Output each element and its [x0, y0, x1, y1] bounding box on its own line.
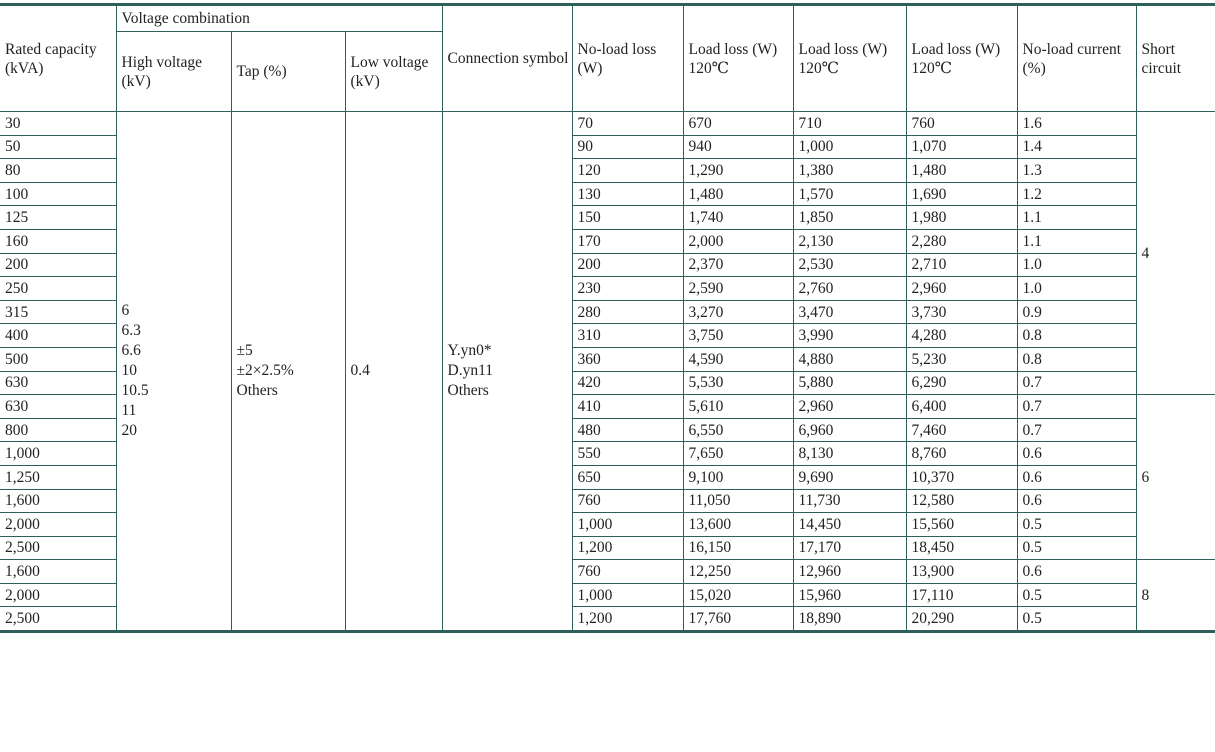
- cell-no-load-loss: 360: [572, 347, 683, 371]
- cell-load-loss-2: 15,960: [793, 583, 906, 607]
- cell-load-loss-1: 12,250: [683, 560, 793, 584]
- cell-load-loss-1: 940: [683, 135, 793, 159]
- cell-load-loss-2: 1,850: [793, 206, 906, 230]
- cell-load-loss-1: 17,760: [683, 607, 793, 632]
- header-no-load-current: No-load current (%): [1017, 5, 1136, 112]
- table-body: [0, 112, 1215, 632]
- cell-load-loss-3: 17,110: [906, 583, 1017, 607]
- cell-rated-capacity: 250: [0, 277, 116, 301]
- header-high-voltage: High voltage (kV): [116, 32, 231, 112]
- cell-rated-capacity: 2,000: [0, 513, 116, 537]
- cell-load-loss-3: 7,460: [906, 418, 1017, 442]
- cell-load-loss-2: 2,760: [793, 277, 906, 301]
- header-load-loss-2: Load loss (W) 120℃: [793, 5, 906, 112]
- cell-load-loss-1: 15,020: [683, 583, 793, 607]
- cell-no-load-current: 0.6: [1017, 489, 1136, 513]
- cell-load-loss-3: 6,400: [906, 395, 1017, 419]
- header-tap: Tap (%): [231, 32, 345, 112]
- cell-no-load-loss: 760: [572, 560, 683, 584]
- cell-load-loss-2: 3,470: [793, 300, 906, 324]
- cell-rated-capacity: 315: [0, 300, 116, 324]
- cell-load-loss-3: 1,480: [906, 159, 1017, 183]
- cell-load-loss-3: 3,730: [906, 300, 1017, 324]
- cell-rated-capacity: 100: [0, 182, 116, 206]
- cell-no-load-current: 1.1: [1017, 229, 1136, 253]
- cell-load-loss-2: 18,890: [793, 607, 906, 632]
- cell-load-loss-1: 5,610: [683, 395, 793, 419]
- cell-load-loss-2: 710: [793, 112, 906, 136]
- table-row: [0, 112, 1215, 136]
- header-low-voltage: Low voltage (kV): [345, 32, 442, 112]
- cell-no-load-loss: 120: [572, 159, 683, 183]
- cell-load-loss-2: 2,960: [793, 395, 906, 419]
- cell-load-loss-2: 12,960: [793, 560, 906, 584]
- cell-rated-capacity: 1,250: [0, 465, 116, 489]
- cell-no-load-loss: 200: [572, 253, 683, 277]
- cell-rated-capacity: 80: [0, 159, 116, 183]
- cell-load-loss-3: 2,280: [906, 229, 1017, 253]
- cell-no-load-loss: 70: [572, 112, 683, 136]
- cell-no-load-loss: 760: [572, 489, 683, 513]
- cell-no-load-loss: 1,000: [572, 583, 683, 607]
- cell-load-loss-3: 2,710: [906, 253, 1017, 277]
- cell-load-loss-3: 15,560: [906, 513, 1017, 537]
- cell-load-loss-2: 2,530: [793, 253, 906, 277]
- cell-load-loss-2: 17,170: [793, 536, 906, 560]
- cell-rated-capacity: 2,500: [0, 536, 116, 560]
- cell-no-load-loss: 1,200: [572, 607, 683, 632]
- cell-no-load-current: 0.5: [1017, 536, 1136, 560]
- cell-load-loss-2: 2,130: [793, 229, 906, 253]
- cell-no-load-current: 1.0: [1017, 277, 1136, 301]
- cell-no-load-current: 1.2: [1017, 182, 1136, 206]
- header-rated-capacity: Rated capacity (kVA): [0, 5, 116, 112]
- cell-load-loss-1: 4,590: [683, 347, 793, 371]
- cell-rated-capacity: 50: [0, 135, 116, 159]
- cell-no-load-current: 0.6: [1017, 560, 1136, 584]
- cell-load-loss-1: 6,550: [683, 418, 793, 442]
- header-connection-symbol: Connection symbol: [442, 5, 572, 112]
- cell-no-load-loss: 310: [572, 324, 683, 348]
- cell-no-load-loss: 170: [572, 229, 683, 253]
- cell-load-loss-1: 1,480: [683, 182, 793, 206]
- cell-load-loss-3: 6,290: [906, 371, 1017, 395]
- cell-load-loss-3: 2,960: [906, 277, 1017, 301]
- cell-rated-capacity: 1,600: [0, 560, 116, 584]
- cell-no-load-loss: 280: [572, 300, 683, 324]
- cell-load-loss-1: 2,000: [683, 229, 793, 253]
- cell-load-loss-1: 1,290: [683, 159, 793, 183]
- cell-high-voltage: 6 6.3 6.6 10 10.5 11 20: [116, 112, 231, 632]
- cell-no-load-current: 0.5: [1017, 583, 1136, 607]
- cell-no-load-current: 1.3: [1017, 159, 1136, 183]
- header-short-circuit: Short circuit: [1136, 5, 1215, 112]
- cell-no-load-current: 0.5: [1017, 607, 1136, 632]
- cell-rated-capacity: 1,600: [0, 489, 116, 513]
- cell-no-load-loss: 90: [572, 135, 683, 159]
- cell-load-loss-1: 9,100: [683, 465, 793, 489]
- cell-tap: ±5 ±2×2.5% Others: [231, 112, 345, 632]
- cell-no-load-loss: 550: [572, 442, 683, 466]
- cell-rated-capacity: 630: [0, 395, 116, 419]
- cell-no-load-loss: 650: [572, 465, 683, 489]
- cell-load-loss-1: 2,370: [683, 253, 793, 277]
- cell-load-loss-1: 2,590: [683, 277, 793, 301]
- cell-load-loss-3: 10,370: [906, 465, 1017, 489]
- header-load-loss-1: Load loss (W) 120℃: [683, 5, 793, 112]
- header-voltage-combination: Voltage combination: [116, 5, 442, 32]
- cell-load-loss-2: 6,960: [793, 418, 906, 442]
- cell-no-load-current: 0.5: [1017, 513, 1136, 537]
- cell-no-load-current: 0.7: [1017, 418, 1136, 442]
- cell-load-loss-1: 670: [683, 112, 793, 136]
- cell-no-load-current: 0.8: [1017, 324, 1136, 348]
- cell-short-circuit: 8: [1136, 560, 1215, 632]
- cell-load-loss-3: 1,980: [906, 206, 1017, 230]
- cell-no-load-loss: 1,200: [572, 536, 683, 560]
- cell-short-circuit: 4: [1136, 112, 1215, 395]
- cell-rated-capacity: 125: [0, 206, 116, 230]
- cell-rated-capacity: 160: [0, 229, 116, 253]
- cell-no-load-current: 0.7: [1017, 371, 1136, 395]
- cell-no-load-loss: 230: [572, 277, 683, 301]
- cell-no-load-current: 1.4: [1017, 135, 1136, 159]
- cell-no-load-loss: 480: [572, 418, 683, 442]
- cell-load-loss-3: 4,280: [906, 324, 1017, 348]
- header-load-loss-3: Load loss (W) 120℃: [906, 5, 1017, 112]
- table-header: [0, 5, 1215, 112]
- cell-load-loss-1: 3,750: [683, 324, 793, 348]
- cell-rated-capacity: 630: [0, 371, 116, 395]
- cell-rated-capacity: 30: [5, 114, 21, 132]
- cell-load-loss-2: 14,450: [793, 513, 906, 537]
- cell-no-load-current: 1.0: [1017, 253, 1136, 277]
- cell-no-load-current: 0.8: [1017, 347, 1136, 371]
- cell-load-loss-3: 18,450: [906, 536, 1017, 560]
- cell-load-loss-2: 11,730: [793, 489, 906, 513]
- cell-no-load-current: 1.6: [1017, 112, 1136, 136]
- cell-load-loss-3: 5,230: [906, 347, 1017, 371]
- cell-rated-capacity: 2,500: [0, 607, 116, 632]
- cell-load-loss-1: 13,600: [683, 513, 793, 537]
- cell-load-loss-1: 5,530: [683, 371, 793, 395]
- cell-load-loss-1: 7,650: [683, 442, 793, 466]
- cell-rated-capacity: 2,000: [0, 583, 116, 607]
- cell-rated-capacity: 200: [0, 253, 116, 277]
- cell-no-load-loss: 1,000: [572, 513, 683, 537]
- cell-load-loss-3: 8,760: [906, 442, 1017, 466]
- cell-load-loss-2: 5,880: [793, 371, 906, 395]
- cell-no-load-loss: 420: [572, 371, 683, 395]
- cell-no-load-current: 0.6: [1017, 465, 1136, 489]
- cell-short-circuit: 6: [1136, 395, 1215, 560]
- cell-no-load-current: 0.6: [1017, 442, 1136, 466]
- cell-load-loss-3: 1,070: [906, 135, 1017, 159]
- cell-no-load-loss: 150: [572, 206, 683, 230]
- cell-load-loss-2: 1,570: [793, 182, 906, 206]
- cell-load-loss-2: 4,880: [793, 347, 906, 371]
- cell-load-loss-2: 1,000: [793, 135, 906, 159]
- cell-low-voltage: 0.4: [345, 112, 442, 632]
- cell-load-loss-3: 1,690: [906, 182, 1017, 206]
- cell-load-loss-3: 760: [906, 112, 1017, 136]
- cell-connection-symbol: Y.yn0* D.yn11 Others: [442, 112, 572, 632]
- cell-load-loss-3: 12,580: [906, 489, 1017, 513]
- cell-rated-capacity: 400: [0, 324, 116, 348]
- cell-load-loss-2: 8,130: [793, 442, 906, 466]
- cell-load-loss-3: 20,290: [906, 607, 1017, 632]
- cell-load-loss-2: 1,380: [793, 159, 906, 183]
- cell-load-loss-1: 3,270: [683, 300, 793, 324]
- transformer-spec-table: [0, 3, 1215, 633]
- cell-load-loss-1: 1,740: [683, 206, 793, 230]
- cell-no-load-loss: 130: [572, 182, 683, 206]
- cell-load-loss-2: 9,690: [793, 465, 906, 489]
- cell-no-load-loss: 410: [572, 395, 683, 419]
- cell-load-loss-1: 11,050: [683, 489, 793, 513]
- cell-no-load-current: 0.7: [1017, 395, 1136, 419]
- cell-no-load-current: 0.9: [1017, 300, 1136, 324]
- cell-no-load-current: 1.1: [1017, 206, 1136, 230]
- cell-load-loss-1: 16,150: [683, 536, 793, 560]
- cell-load-loss-2: 3,990: [793, 324, 906, 348]
- header-no-load-loss: No-load loss (W): [572, 5, 683, 112]
- cell-load-loss-3: 13,900: [906, 560, 1017, 584]
- cell-rated-capacity: 500: [0, 347, 116, 371]
- cell-rated-capacity: 1,000: [0, 442, 116, 466]
- cell-rated-capacity: 800: [0, 418, 116, 442]
